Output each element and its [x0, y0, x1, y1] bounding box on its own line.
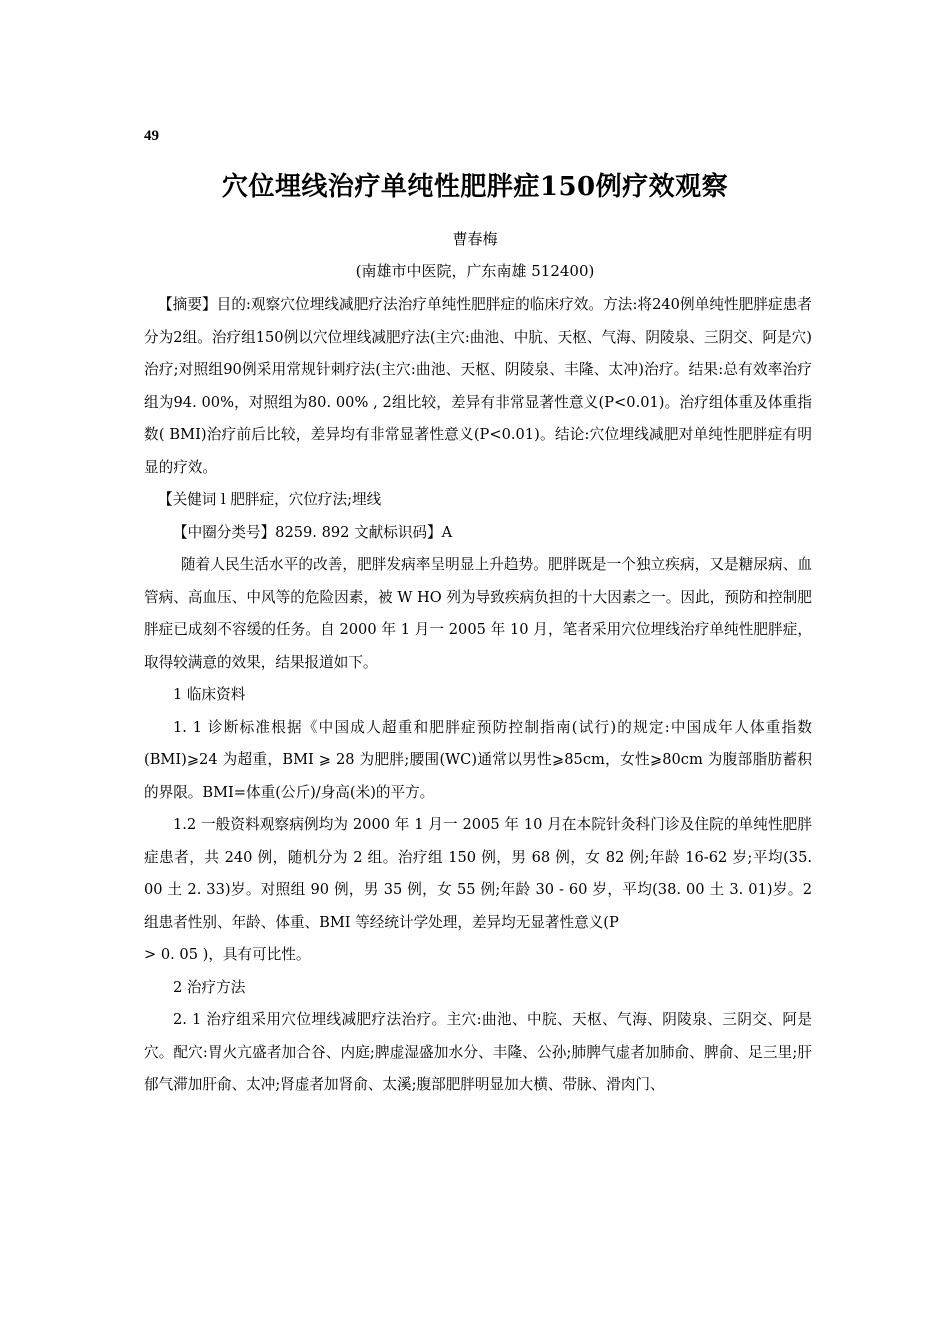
intro-paragraph: 随着人民生活水平的改善，肥胖发病率呈明显上升趋势。肥胖既是一个独立疾病，又是糖尿病、血管病、高血压、中风等的危险因素，被 W HO 列为导致疾病负担的十大因素之一。因此，预防和控制肥胖症已成刻不容缓的任务。自 2000 年 1 月一 2005 年 10 月，笔者采用穴位埋线治疗单纯性肥胖症，取得较满意的效果，结果报道如下。 — [144, 556, 812, 671]
section-1-2-end: > 0. 05 )，具有可比性。 — [144, 946, 311, 963]
section-1-2-paragraph: 1.2 一般资料观察病例均为 2000 年 1 月一 2005 年 10 月在本院针灸科门诊及住院的单纯性肥胖症患者，共 240 例，随机分为 2 组。治疗组 150 例，男 68 例，女 82 例;年龄 16-62 岁;平均(35. 00 土 2. 33)岁。对照组 90 例，男 35 例，女 55 例;年龄 30 - 60 岁，平均(38. 00 土 3. 01)岁。2 组患者性别、年龄、体重、BMI 等经统计学处理，差异均无显著性意义(P — [144, 816, 812, 931]
keywords: 【关健词 l 肥胖症，穴位疗法;埋线 — [158, 491, 382, 508]
section-1-1-paragraph: 1. 1 诊断标准根据《中国成人超重和肥胖症预防控制指南(试行)的规定:中国成年人体重指数(BMI)⩾24 为超重，BMI ⩾ 28 为肥胖;腰围(WC)通常以男性⩾85cm，女性⩾80cm 为腹部脂肪蓄积的界限。BMI=体重(公斤)/身高(米)的平方。 — [144, 718, 812, 801]
section-2-1-paragraph: 2. 1 治疗组采用穴位埋线减肥疗法治疗。主穴:曲池、中脘、天枢、气海、阴陵泉、三阴交、阿是穴。配穴:胃火亢盛者加合谷、内庭;脾虚湿盛加水分、丰隆、公孙;肺脾气虚者加肺俞、脾俞、足三里;肝郁气滞加肝俞、太冲;肾虚者加肾俞、太溪;腹部肥胖明显加大横、带脉、滑肉门、 — [144, 1011, 812, 1093]
article-title: 穴位埋线治疗单纯性肥胖症150例疗效观察 — [221, 172, 729, 202]
section-2-heading: 2 治疗方法 — [173, 978, 246, 996]
article-body — [144, 289, 812, 1102]
section-1-heading: 1 临床资料 — [173, 686, 246, 703]
affiliation: (南雄市中医院，广东南雄 512400) — [355, 262, 595, 280]
author: 曹春梅 — [452, 230, 498, 248]
abstract: 【摘要】目的:观察穴位埋线减肥疗法治疗单纯性肥胖症的临床疗效。方法:将240例单纯性肥胖症患者分为2组。治疗组150例以穴位埋线减肥疗法(主穴:曲池、中肮、天枢、气海、阴陵泉、三阴交、阿是穴)治疗;对照组90例采用常规针刺疗法(主穴:曲池、天枢、阴陵泉、丰隆、太冲)治疗。结果:总有效率治疗组为94. 00%，对照组为80. 00% , 2组比较，差异有非常显著性意义(P<0.01)。治疗组体重及体重指数( BMI)治疗前后比较，差异均有非常显著性意义(P<0.01)。结论:穴位埋线减肥对单纯性肥胖症有明显的疗效。 — [144, 296, 812, 476]
classification: 【中圈分类号】8259. 892 文献标识码】A — [173, 523, 453, 541]
page-number: 49 — [144, 128, 159, 144]
